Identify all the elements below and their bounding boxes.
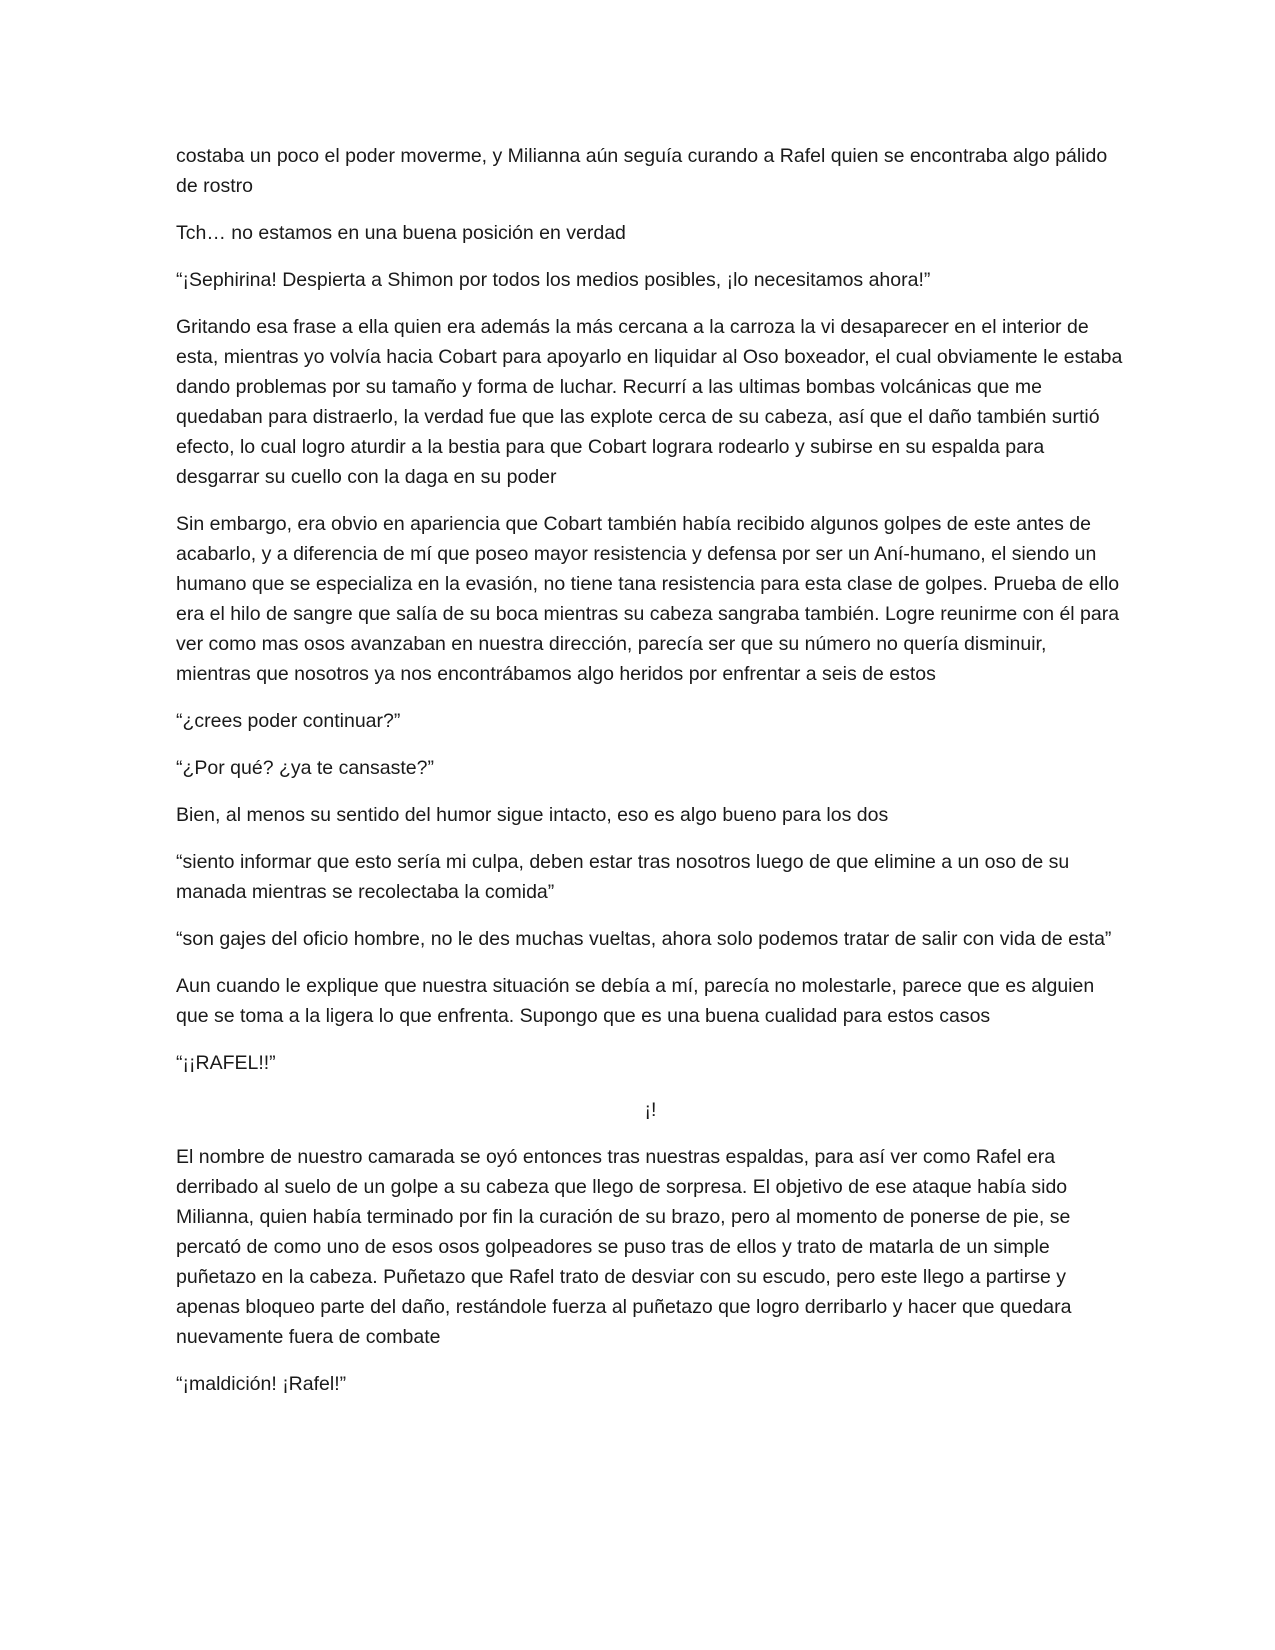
paragraph: “¡Sephirina! Despierta a Shimon por todos los medios posibles, ¡lo necesitamos ahora!” bbox=[176, 269, 931, 291]
paragraph: El nombre de nuestro camarada se oyó entonces tras nuestras espaldas, para así ver como Rafel era derribado al suelo de un golpe a su cabeza que llego de sorpresa. El objetivo de ese ataque había sido Milianna, quien había terminado por fin la curación de su brazo, pero al momento de ponerse de pie, se percató de como uno de esos osos golpeadores se puso tras de ellos y trato de matarla de un simple puñetazo en la cabeza. Puñetazo que Rafel trato de desviar con su escudo, pero este llego a partirse y apenas bloqueo parte del daño, restándole fuerza al puñetazo que logro derribarlo y hacer que quedara nuevamente fuera de combate bbox=[176, 1146, 1072, 1348]
paragraph: Gritando esa frase a ella quien era además la más cercana a la carroza la vi desaparecer en el interior de esta, mientras yo volvía hacia Cobart para apoyarlo en liquidar al Oso boxeador, el cual obviamente le estaba dando problemas por su tamaño y forma de luchar. Recurrí a las ultimas bombas volcánicas que me quedaban para distraerlo, la verdad fue que las explote cerca de su cabeza, así que el daño también surtió efecto, lo cual logro aturdir a la bestia para que Cobart lograra rodearlo y subirse en su espalda para desgarrar su cuello con la daga en su poder bbox=[176, 316, 1123, 488]
paragraph: “siento informar que esto sería mi culpa, deben estar tras nosotros luego de que elimine a un oso de su manada mientras se recolectaba la comida” bbox=[176, 851, 1070, 903]
paragraph: “¡¡RAFEL!!” bbox=[176, 1052, 276, 1074]
paragraph: “son gajes del oficio hombre, no le des muchas vueltas, ahora solo podemos tratar de salir con vida de esta” bbox=[176, 928, 1112, 950]
paragraph: “¿Por qué? ¿ya te cansaste?” bbox=[176, 757, 434, 779]
paragraph: Tch… no estamos en una buena posición en verdad bbox=[176, 222, 626, 244]
paragraph: “¡maldición! ¡Rafel!” bbox=[176, 1373, 347, 1395]
paragraph: Aun cuando le explique que nuestra situación se debía a mí, parecía no molestarle, parece que es alguien que se toma a la ligera lo que enfrenta. Supongo que es una buena cualidad para estos casos bbox=[176, 975, 1095, 1027]
paragraph: Sin embargo, era obvio en apariencia que Cobart también había recibido algunos golpes de este antes de acabarlo, y a diferencia de mí que poseo mayor resistencia y defensa por ser un Aní-humano, el siendo un humano que se especializa en la evasión, no tiene tana resistencia para esta clase de golpes. Prueba de ello era el hilo de sangre que salía de su boca mientras su cabeza sangraba también. Logre reunirme con él para ver como mas osos avanzaban en nuestra dirección, parecía ser que su número no quería disminuir, mientras que nosotros ya nos encontrábamos algo heridos por enfrentar a seis de estos bbox=[176, 513, 1120, 685]
centered-exclamation: ¡! bbox=[644, 1099, 657, 1121]
paragraph: costaba un poco el poder moverme, y Milianna aún seguía curando a Rafel quien se encontraba algo pálido de rostro bbox=[176, 145, 1108, 197]
paragraph: Bien, al menos su sentido del humor sigue intacto, eso es algo bueno para los dos bbox=[176, 804, 889, 826]
paragraph: “¿crees poder continuar?” bbox=[176, 710, 401, 732]
